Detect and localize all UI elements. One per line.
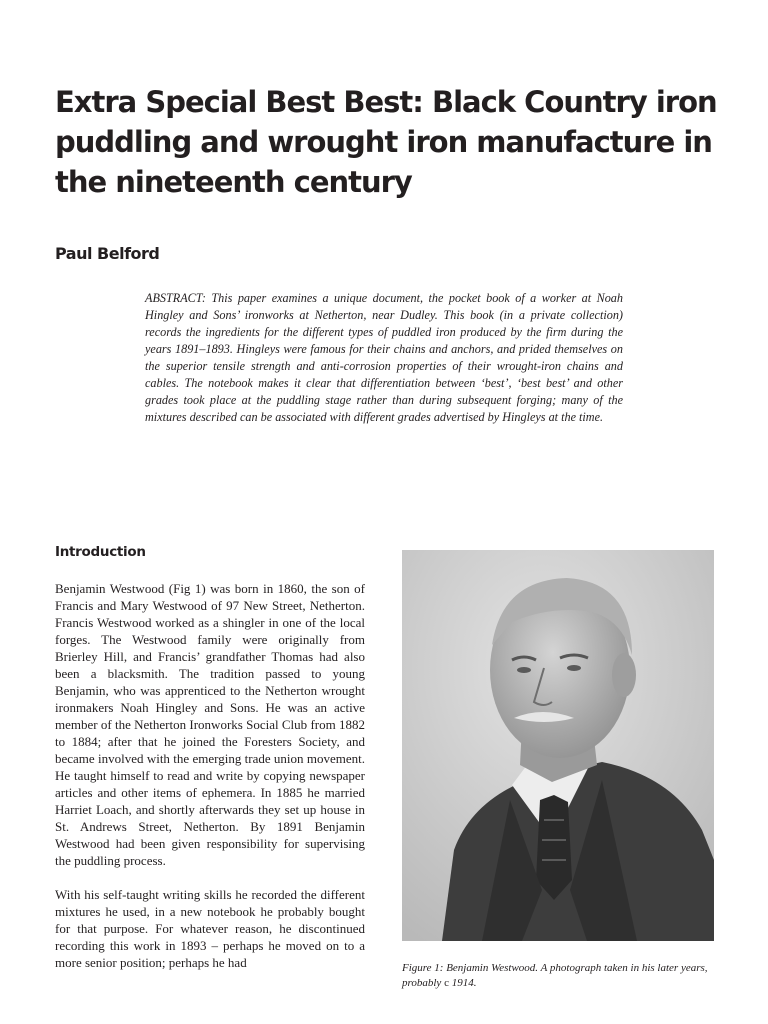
article-title: Extra Special Best Best: Black Country iron puddling and wrought iron manufacture in the nineteenth century [55,85,717,199]
paragraph: With his self-taught writing skills he recorded the different mixtures he used, in a new notebook he probably bought for that purpose. For whatever reason, he discontinued recording this work in 1893 – perhaps he moved on to a more senior position; perhaps he had [55,887,365,970]
paragraph: Benjamin Westwood (Fig 1) was born in 1860, the son of Francis and Mary Westwood of 97 New Street, Netherton. Francis Westwood worked as a shingler in one of the local forges. The Westwood family were originally from Brierley Hill, and Francis’ grandfather Thomas had also been a blacksmith. The tradition passed to young Benjamin, who was apprenticed to the Netherton wrought ironmakers Noah Hingley and Sons. He was an active member of the Netherton Ironworks Social Club from 1882 to 1884; after that he joined the Foresters Society, and became involved with the emerging trade union movement. He taught himself to read and write by copying newspaper articles and other items of ephemera. In 1885 he married Harriet Loach, and shortly afterwards they set up house in St. Andrews Street, Netherton. By 1891 Benjamin Westwood had been given responsibility for supervising the puddling process. [55,581,365,868]
portrait-photo [402,550,714,941]
introduction-body [55,580,365,990]
caption-text: Figure 1: Benjamin Westwood. A photograph taken in his later years, probably [402,962,708,989]
figure-caption [402,961,718,991]
author-name: Paul Belford [55,244,160,263]
caption-year: 1914. [448,977,477,989]
abstract: ABSTRACT: This paper examines a unique document, the pocket book of a worker at Noah Hingley and Sons’ ironworks at Netherton, near Dudley. This book (in a private collection) records the ingredients for the different types of puddled iron produced by the firm during the years 1891–1893. Hingleys were famous for their chains and anchors, and prided themselves on the superior tensile strength and anti-corrosion properties of their wrought-iron chains and cables. The notebook makes it clear that differentiation between ‘best’, ‘best best’ and other grades took place at the puddling stage rather than during subsequent forging; many of the mixtures described can be associated with different grades advertised by Hingleys at the time. [145,291,623,424]
caption-circa: c [444,977,449,989]
section-heading-introduction: Introduction [55,544,146,560]
